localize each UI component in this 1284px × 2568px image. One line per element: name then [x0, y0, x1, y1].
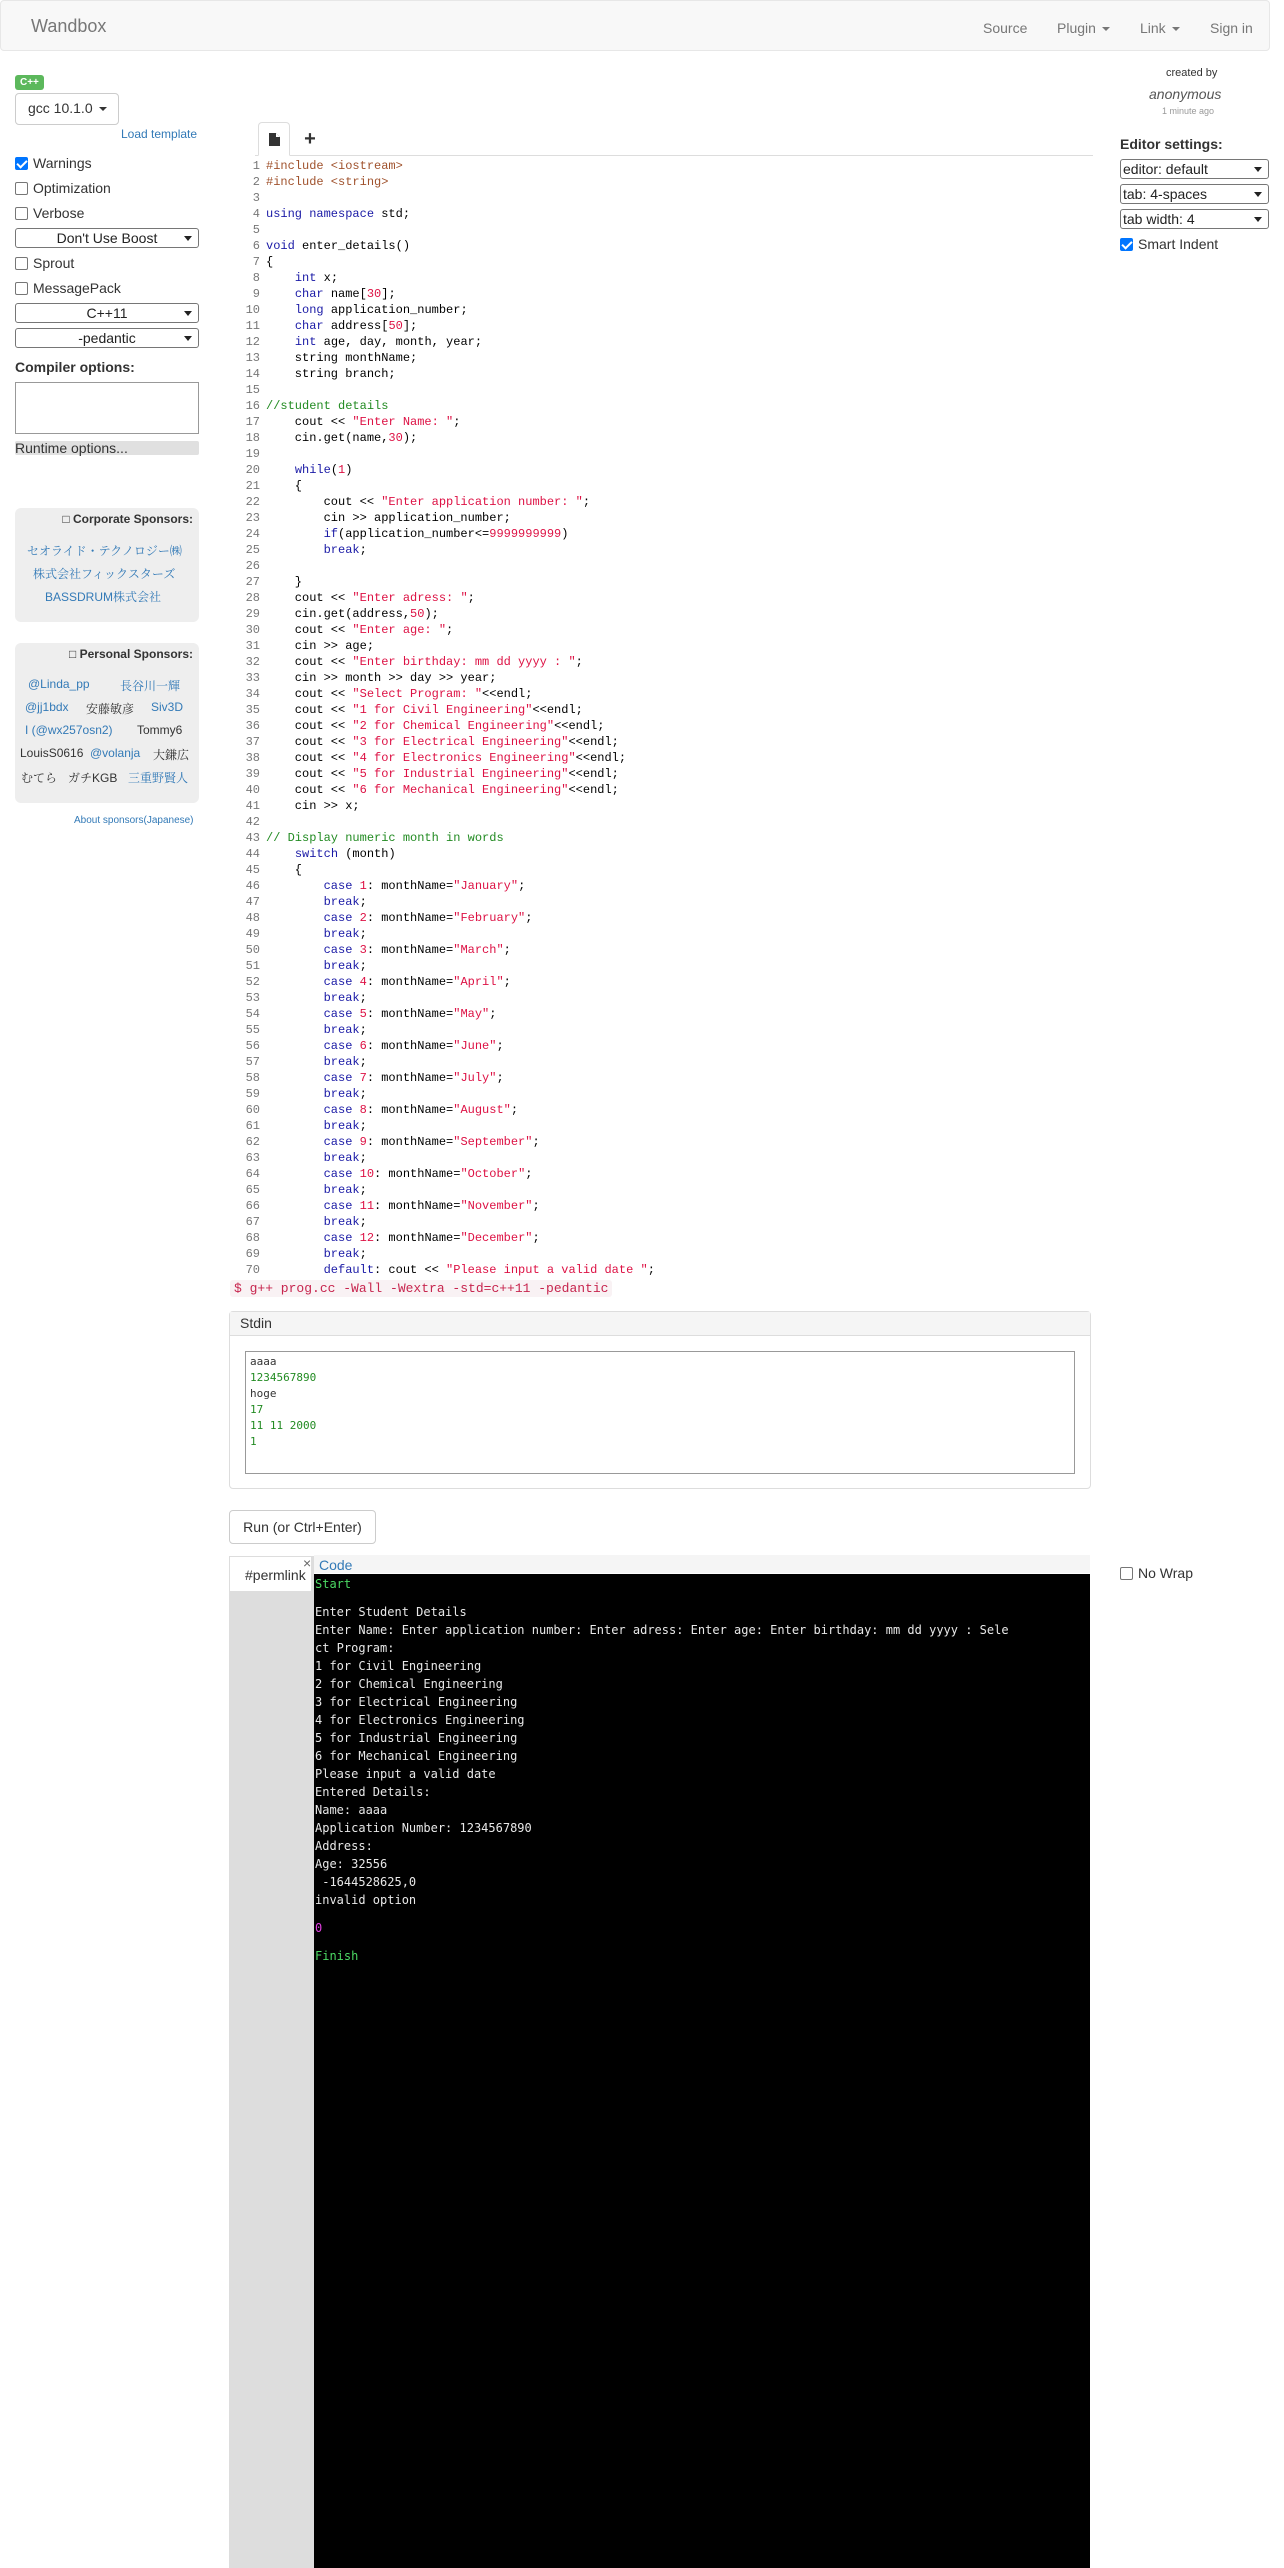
line-number: 28 [245, 591, 260, 605]
line-number: 19 [245, 447, 260, 461]
code-text: case 11: monthName="November"; [323, 1199, 540, 1213]
code-text: break; [323, 1055, 367, 1069]
load-template-link[interactable]: Load template [121, 127, 198, 141]
timestamp: 1 minute ago [1162, 106, 1215, 116]
code-text: case 4: monthName="April"; [323, 975, 511, 989]
sponsor-link[interactable]: 三重野賢人 [128, 771, 189, 785]
line-number: 2 [252, 175, 260, 189]
line-number: 35 [245, 703, 260, 717]
code-text: case 10: monthName="October"; [323, 1167, 533, 1181]
brand-link[interactable]: Wandbox [31, 16, 107, 36]
pedantic-select[interactable]: -pedantic [15, 328, 199, 348]
code-text: #include <string> [266, 175, 389, 189]
output-line: ct Program: [315, 1641, 395, 1655]
line-number: 27 [245, 575, 260, 589]
line-number: 64 [245, 1167, 260, 1181]
no-wrap-option[interactable] [1120, 1565, 1193, 1581]
sponsor-link[interactable]: @jj1bdx [25, 700, 69, 714]
line-number: 42 [245, 815, 260, 829]
personal-sponsors-box [15, 643, 199, 803]
no-wrap-checkbox[interactable] [1120, 1567, 1133, 1580]
line-number: 11 [245, 319, 260, 333]
line-number: 20 [245, 463, 260, 477]
line-number: 3 [252, 191, 260, 205]
code-text: break; [323, 543, 367, 557]
line-number: 29 [245, 607, 260, 621]
code-text: switch (month) [294, 847, 396, 861]
code-tab[interactable]: Code [319, 1557, 353, 1573]
line-number: 17 [245, 415, 260, 429]
stdin-line: aaaa [250, 1355, 277, 1368]
line-number: 18 [245, 431, 260, 445]
code-text: cout << "Enter age: "; [266, 623, 454, 637]
smart-indent-option[interactable] [1120, 236, 1218, 252]
stdin-line: 1 [250, 1435, 257, 1448]
line-number: 52 [245, 975, 260, 989]
line-number: 50 [245, 943, 260, 957]
plugin-label: Plugin [1057, 20, 1096, 36]
code-text: cin.get(address,50); [266, 607, 439, 621]
sponsor-link[interactable]: BASSDRUM株式会社 [45, 590, 162, 604]
code-text: break; [323, 927, 367, 941]
messagepack-checkbox[interactable] [15, 282, 28, 295]
output-line: Enter Name: Enter application number: Enter adress: Enter age: Enter birthday: mm dd yyyy : Sele [315, 1623, 1009, 1637]
line-number: 13 [245, 351, 260, 365]
permlink-tab[interactable]: #permlink [229, 1556, 312, 1592]
output-line: 5 for Industrial Engineering [315, 1731, 518, 1745]
line-number: 4 [252, 207, 260, 221]
code-text: #include <iostream> [266, 159, 403, 173]
code-text: break; [323, 1151, 367, 1165]
code-text: case 5: monthName="May"; [323, 1007, 497, 1021]
output-line: 6 for Mechanical Engineering [315, 1749, 518, 1763]
line-number: 1 [252, 159, 260, 173]
compiler-options-textarea[interactable] [15, 382, 199, 434]
sprout-label: Sprout [33, 255, 75, 271]
output-line: Entered Details: [315, 1785, 431, 1799]
line-number: 69 [245, 1247, 260, 1261]
corporate-sponsors-title: □ Corporate Sponsors: [62, 512, 193, 526]
output-line: 0 [315, 1921, 323, 1935]
stdin-line: 11 11 2000 [250, 1419, 317, 1432]
code-text: string monthName; [266, 351, 418, 365]
stdin-panel [229, 1311, 1091, 1489]
line-number: 32 [245, 655, 260, 669]
line-number: 9 [252, 287, 260, 301]
output-line: Address: [315, 1839, 373, 1853]
stdin-line: 17 [250, 1403, 264, 1416]
code-text: case 1: monthName="January"; [323, 879, 526, 893]
line-number: 59 [245, 1087, 260, 1101]
line-number: 26 [245, 559, 260, 573]
code-text: if(application_number<=9999999999) [323, 527, 569, 541]
output-line: Start [315, 1577, 352, 1591]
sponsor-name: LouisS0616 [20, 746, 84, 760]
line-number: 12 [245, 335, 260, 349]
corporate-sponsors-title-text: Corporate Sponsors: [72, 512, 193, 526]
sprout-checkbox[interactable] [15, 257, 28, 270]
sponsor-name: Tommy6 [137, 723, 183, 737]
file-icon [259, 123, 289, 155]
code-text: cin >> x; [266, 799, 360, 813]
code-text: break; [323, 1087, 367, 1101]
sprout-option[interactable] [15, 255, 74, 275]
code-text: int age, day, month, year; [294, 335, 483, 349]
code-text: { [266, 479, 303, 493]
caret-down-icon [99, 107, 107, 111]
optimization-option[interactable] [15, 180, 111, 200]
sponsor-link[interactable]: セオライド・テクノロジー㈱ [27, 544, 182, 558]
close-icon[interactable]: × [303, 1555, 312, 1571]
line-number: 53 [245, 991, 260, 1005]
code-text: cin >> age; [266, 639, 375, 653]
output-line: Age: 32556 [315, 1857, 388, 1871]
code-text: break; [323, 1183, 367, 1197]
warnings-option[interactable] [15, 155, 92, 175]
code-text: char address[50]; [294, 319, 418, 333]
compile-command: $ g++ prog.cc -Wall -Wextra -std=c++11 -pedantic [230, 1280, 612, 1297]
output-line: Application Number: 1234567890 [315, 1821, 532, 1835]
code-text: cin >> month >> day >> year; [266, 671, 497, 685]
line-number: 39 [245, 767, 260, 781]
line-number: 54 [245, 1007, 260, 1021]
line-number: 16 [245, 399, 260, 413]
stdin-textarea[interactable] [245, 1351, 1075, 1474]
line-number: 38 [245, 751, 260, 765]
code-text: cout << "5 for Industrial Engineering"<<endl; [266, 767, 619, 781]
code-text: long application_number; [294, 303, 468, 317]
line-number: 61 [245, 1119, 260, 1133]
code-text: break; [323, 1215, 367, 1229]
output-line: 2 for Chemical Engineering [315, 1677, 503, 1691]
personal-sponsors-title-text: Personal Sponsors: [79, 647, 193, 661]
tab-prog-file[interactable] [258, 122, 290, 156]
line-number: 60 [245, 1103, 260, 1117]
code-text: case 2: monthName="February"; [323, 911, 533, 925]
corporate-sponsors-box [15, 508, 199, 622]
source-link[interactable]: Source [983, 20, 1028, 36]
output-line: Please input a valid date [315, 1767, 496, 1781]
code-text: case 8: monthName="August"; [323, 1103, 519, 1117]
line-number: 7 [252, 255, 260, 269]
smart-indent-checkbox[interactable] [1120, 238, 1133, 251]
line-number: 24 [245, 527, 260, 541]
code-text: break; [323, 1247, 367, 1261]
line-number: 62 [245, 1135, 260, 1149]
code-text: cout << "1 for Civil Engineering"<<endl; [266, 703, 583, 717]
optimization-checkbox[interactable] [15, 182, 28, 195]
line-number: 34 [245, 687, 260, 701]
verbose-label: Verbose [33, 205, 85, 221]
line-number: 48 [245, 911, 260, 925]
warnings-checkbox[interactable] [15, 157, 28, 170]
navbar [0, 0, 1270, 51]
output-line: invalid option [315, 1893, 417, 1907]
code-text: //student details [266, 399, 389, 413]
code-text: { [266, 255, 274, 269]
messagepack-label: MessagePack [33, 280, 121, 296]
signin-link[interactable]: Sign in [1210, 20, 1253, 36]
optimization-label: Optimization [33, 180, 111, 196]
warnings-label: Warnings [33, 155, 92, 171]
line-number: 21 [245, 479, 260, 493]
caret-down-icon [1172, 27, 1180, 31]
plugin-dropdown[interactable] [1057, 20, 1110, 36]
sponsor-link[interactable]: I (@wx257osn2) [25, 723, 113, 737]
author-name: anonymous [1149, 86, 1222, 102]
code-text: case 3: monthName="March"; [323, 943, 511, 957]
code-text: int x; [294, 271, 339, 285]
code-text: } [266, 575, 303, 589]
code-text: cout << "6 for Mechanical Engineering"<<endl; [266, 783, 619, 797]
code-text: { [266, 863, 303, 877]
link-dropdown[interactable] [1140, 20, 1180, 36]
line-number: 25 [245, 543, 260, 557]
output-line: 3 for Electrical Engineering [315, 1695, 518, 1709]
code-text: break; [323, 1119, 367, 1133]
line-number: 63 [245, 1151, 260, 1165]
line-number: 37 [245, 735, 260, 749]
sponsor-link[interactable]: 株式会社フィックスターズ [33, 567, 176, 581]
output-line: Finish [315, 1949, 359, 1963]
line-number: 67 [245, 1215, 260, 1229]
line-number: 65 [245, 1183, 260, 1197]
tab-width-select[interactable]: tab width: 4 [1120, 209, 1269, 229]
code-text: cout << "Enter Name: "; [266, 415, 461, 429]
line-number: 66 [245, 1199, 260, 1213]
line-number: 43 [245, 831, 260, 845]
line-number: 41 [245, 799, 260, 813]
verbose-option[interactable] [15, 205, 84, 225]
line-number: 44 [245, 847, 260, 861]
verbose-checkbox[interactable] [15, 207, 28, 220]
output-line: Name: aaaa [315, 1803, 388, 1817]
line-number: 8 [252, 271, 260, 285]
personal-sponsors-title: □ Personal Sponsors: [69, 647, 193, 661]
sponsor-name: むてら [21, 771, 58, 785]
add-file-button[interactable]: + [304, 128, 316, 150]
line-number: 57 [245, 1055, 260, 1069]
code-text: case 12: monthName="December"; [323, 1231, 540, 1245]
line-number: 47 [245, 895, 260, 909]
sponsor-link[interactable]: @Linda_pp [28, 677, 90, 691]
tab-type-select[interactable]: tab: 4-spaces [1120, 184, 1269, 204]
messagepack-option[interactable] [15, 280, 121, 300]
line-number: 56 [245, 1039, 260, 1053]
sponsor-name: 安藤敏彦 [86, 702, 135, 716]
line-number: 23 [245, 511, 260, 525]
code-text: void enter_details() [266, 239, 411, 253]
line-number: 46 [245, 879, 260, 893]
boost-select[interactable]: Don't Use Boost [15, 228, 199, 248]
line-number: 15 [245, 383, 260, 397]
line-number: 10 [245, 303, 260, 317]
code-text: cout << "Enter birthday: mm dd yyyy : "; [266, 655, 583, 669]
compiler-options-label: Compiler options: [15, 359, 135, 375]
output-line: 4 for Electronics Engineering [315, 1713, 525, 1727]
line-number: 5 [252, 223, 260, 237]
compiler-label: gcc 10.1.0 [28, 100, 93, 116]
code-text: case 6: monthName="June"; [323, 1039, 504, 1053]
created-by-label: created by [1166, 67, 1218, 79]
line-number: 14 [245, 367, 260, 381]
code-text: char name[30]; [294, 287, 396, 301]
code-text: cin >> application_number; [266, 511, 511, 525]
sponsor-link[interactable]: Siv3D [151, 700, 184, 714]
about-sponsors-link[interactable]: About sponsors(Japanese) [74, 815, 194, 826]
code-text: string branch; [266, 367, 396, 381]
editor-mode-select[interactable]: editor: default [1120, 159, 1269, 179]
code-text: // Display numeric month in words [266, 831, 504, 845]
line-number: 49 [245, 927, 260, 941]
editor-settings-title: Editor settings: [1120, 136, 1223, 152]
code-text: break; [323, 991, 367, 1005]
code-text: default: cout << "Please input a valid date "; [323, 1263, 655, 1277]
run-button[interactable]: Run (or Ctrl+Enter) [229, 1510, 376, 1544]
line-number: 33 [245, 671, 260, 685]
line-number: 58 [245, 1071, 260, 1085]
code-text: while(1) [294, 463, 353, 477]
code-text: cout << "2 for Chemical Engineering"<<endl; [266, 719, 605, 733]
sponsor-link[interactable]: @volanja [90, 746, 141, 760]
code-text: cout << "Select Program: "<<endl; [266, 687, 533, 701]
output-tab-strip [314, 1555, 1090, 1573]
line-number: 68 [245, 1231, 260, 1245]
line-number: 70 [245, 1263, 260, 1277]
line-number: 45 [245, 863, 260, 877]
stdin-line: hoge [250, 1387, 277, 1400]
line-number: 31 [245, 639, 260, 653]
code-text: case 7: monthName="July"; [323, 1071, 504, 1085]
line-number: 40 [245, 783, 260, 797]
output-sidebar [229, 1556, 314, 2568]
code-text: cout << "Enter application number: "; [266, 495, 591, 509]
code-text: cout << "3 for Electrical Engineering"<<endl; [266, 735, 619, 749]
code-text: case 9: monthName="September"; [323, 1135, 540, 1149]
link-label: Link [1140, 20, 1166, 36]
language-badge: C++ [15, 75, 44, 90]
runtime-options-toggle[interactable]: Runtime options... [15, 441, 199, 455]
line-number: 6 [252, 239, 260, 253]
sponsor-name: ガチKGB [68, 771, 118, 785]
stdin-line: 1234567890 [250, 1371, 317, 1384]
code-text: cout << "Enter adress: "; [266, 591, 475, 605]
stdin-title: Stdin [230, 1312, 1090, 1336]
caret-down-icon [1102, 27, 1110, 31]
line-number: 51 [245, 959, 260, 973]
line-number: 22 [245, 495, 260, 509]
program-output [314, 1574, 1090, 2568]
output-line: Enter Student Details [315, 1605, 467, 1619]
code-editor[interactable] [230, 158, 1092, 1280]
code-text: break; [323, 895, 367, 909]
code-text: using namespace std; [266, 207, 411, 221]
code-text: break; [323, 959, 367, 973]
line-number: 36 [245, 719, 260, 733]
code-text: cin.get(name,30); [266, 431, 418, 445]
std-select[interactable]: C++11 [15, 303, 199, 323]
code-text: break; [323, 1023, 367, 1037]
sponsor-link[interactable]: 長谷川一輝 [120, 679, 181, 693]
line-number: 30 [245, 623, 260, 637]
output-line: 1 for Civil Engineering [315, 1659, 482, 1673]
line-number: 55 [245, 1023, 260, 1037]
compiler-select-button[interactable] [15, 93, 119, 125]
output-line: -1644528625,0 [315, 1875, 417, 1889]
smart-indent-label: Smart Indent [1138, 236, 1219, 252]
no-wrap-label: No Wrap [1138, 1565, 1193, 1581]
sponsor-name: 大鎌広 [153, 748, 190, 762]
editor-tabs [255, 122, 1093, 156]
code-text: cout << "4 for Electronics Engineering"<<endl; [266, 751, 627, 765]
